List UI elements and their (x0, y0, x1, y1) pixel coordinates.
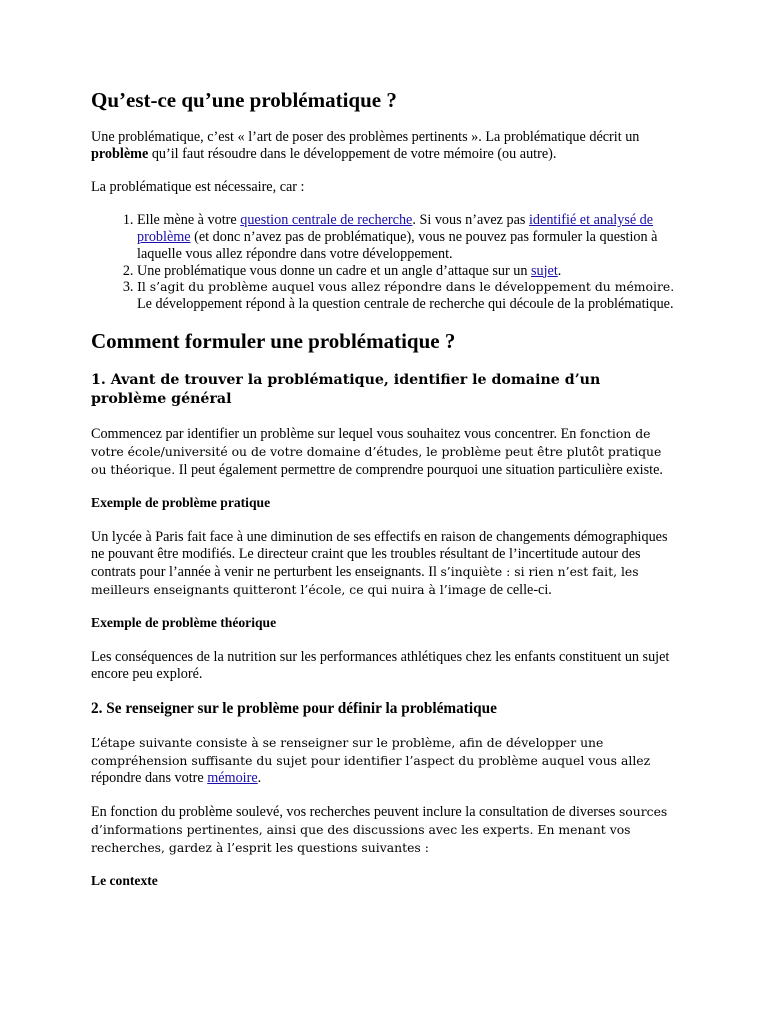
necessaire-paragraph: La problématique est nécessaire, car : (91, 179, 305, 196)
step-2-text-c: . (257, 770, 262, 787)
example-practical-paragraph (91, 529, 680, 599)
step-2-text-a: L’étape suivante consiste à se renseigner sur le problème, afin de développer une compréhension suffisante du sujet pour identifier l’aspect du problème auquel vous allez (91, 735, 651, 769)
list-item-3-text-a: Il s’agit du problème auquel vous allez répondre dans le développement du mémoire. (137, 279, 675, 295)
example-practical-text-a: Un lycée à Paris fait face à une diminution de ses effectifs en raison de changements démographiques ne pouvant être modifiés. Le directeur craint que les troubles résultant de l’incertitude autour des contrats pour l’année à venir ne perturbent les enseignants. Il (91, 529, 668, 581)
reasons-list (91, 212, 680, 313)
section-title: Comment formuler une problématique ? (91, 328, 456, 353)
example-theoretical-title: Exemple de problème théorique (91, 615, 277, 631)
list-item-2-text-b: . (557, 262, 562, 279)
example-practical-title: Exemple de problème pratique (91, 495, 271, 511)
intro-bold-probleme: problème (91, 146, 149, 163)
step-2-p2-text-b: sources d’informations pertinentes, ainsi que des discussions avec les experts. En menant vos recherches, gardez à l’esprit les questions suivantes : (91, 804, 668, 856)
list-item-1-text-b: . Si vous n’avez pas (412, 212, 529, 229)
intro-text-b: qu’il faut résoudre dans le développement de votre mémoire (ou autre). (148, 146, 557, 163)
step-2-p2-text-a: En fonction du problème soulevé, vos recherches peuvent inclure la consultation de diverses (91, 804, 619, 821)
intro-text-a: Une problématique, c’est « l’art de poser des problèmes pertinents ». La problématique décrit un (91, 129, 640, 146)
page-title: Qu’est-ce qu’une problématique ? (91, 88, 397, 112)
step-1-title: 1. Avant de trouver la problématique, identifier le domaine d’un problème général (91, 372, 601, 408)
step-1-text-a: Commencez par identifier un problème sur lequel vous souhaitez vous concentrer. En (91, 426, 580, 443)
list-item-2-text-a: Une problématique vous donne un cadre et un angle d’attaque sur un (137, 262, 531, 279)
step-2-text-b: répondre dans votre (91, 770, 208, 787)
step-2-paragraph-2 (91, 803, 680, 857)
example-theoretical-paragraph: Les conséquences de la nutrition sur les performances athlétiques chez les enfants constituent un sujet encore peu exploré. (91, 649, 670, 683)
step-1-text-b: fonction de votre école/université ou de votre domaine d’études, le problème peut être plutôt pratique ou théorique. (91, 426, 662, 478)
link-memoire[interactable]: mémoire (207, 770, 258, 787)
list-item-3-text-b: Le développement répond à la question centrale de recherche qui découle de la problématique. (137, 296, 674, 313)
list-item (137, 279, 680, 313)
step-2-title: 2. Se renseigner sur le problème pour définir la problématique (91, 700, 497, 718)
list-item (137, 263, 680, 280)
link-sujet[interactable]: sujet (530, 262, 558, 279)
list-item-1-text-a: Elle mène à votre (137, 212, 241, 229)
example-practical-text-b: s’inquiète : si rien n’est fait, les meilleurs enseignants quitteront l’école, ce qui nuira à l’image (91, 564, 639, 598)
link-identifie-analyse[interactable]: identifié et analysé de problème (137, 212, 654, 245)
contexte-title: Le contexte (91, 873, 158, 889)
link-question-centrale[interactable]: question centrale de recherche (240, 212, 413, 229)
step-1-text-c: Il peut également permettre de comprendre pourquoi une situation particulière existe. (175, 462, 663, 479)
step-1-paragraph (91, 425, 680, 479)
example-practical-text-c: de celle-ci. (486, 582, 552, 599)
list-item (137, 212, 680, 262)
intro-paragraph (91, 129, 680, 163)
list-item-1-text-c: (et donc n’avez pas de problématique), vous ne pouvez pas formuler la question à laquelle vous allez répondre dans votre développement. (137, 228, 658, 262)
step-2-paragraph-1 (91, 734, 680, 787)
